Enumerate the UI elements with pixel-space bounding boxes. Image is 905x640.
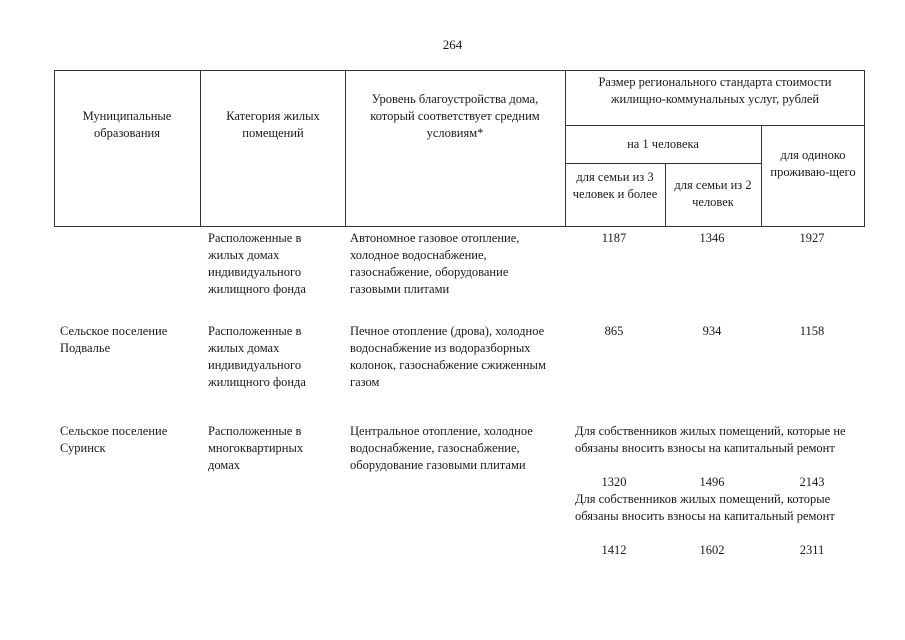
row-category: Расположенные в жилых домах индивидуального жилищного фонда — [208, 324, 306, 389]
page-number: 264 — [442, 37, 463, 52]
header-bottom-border — [54, 226, 865, 227]
row-category: Расположенные в жилых домах индивидуального жилищного фонда — [208, 231, 306, 296]
header-divider-2 — [345, 70, 346, 227]
header-divider-3 — [565, 70, 566, 227]
header-standard-title: Размер регионального стандарта стоимости жилищно-коммунальных услуг, рублей — [598, 75, 832, 106]
header-family3: для семьи из 3 человек и более — [572, 170, 658, 201]
header-divider-4 — [665, 163, 666, 227]
header-category: Категория жилых помещений — [226, 109, 320, 140]
row-family2-value: 934 — [702, 324, 722, 338]
row-group-note: Для собственников жилых помещений, которые обязаны вносить взносы на капитальный ремонт — [575, 492, 835, 523]
row-family3-value: 1187 — [601, 231, 627, 245]
row-family2-value: 1496 — [699, 475, 725, 489]
row-family3-value: 865 — [604, 324, 624, 338]
header-top-border — [54, 70, 865, 71]
header-border-right — [864, 70, 865, 227]
row-family3-value: 1320 — [601, 475, 627, 489]
header-level: Уровень благоустройства дома, который соответствует средним условиям* — [370, 92, 540, 140]
row-municipality: Сельское поселение Суринск — [60, 424, 168, 455]
header-per-person: на 1 человека — [627, 137, 699, 151]
row-single-value: 2311 — [799, 543, 825, 557]
header-inner-line-2 — [565, 163, 761, 164]
header-family2: для семьи из 2 человек — [674, 178, 752, 209]
header-divider-5 — [761, 125, 762, 227]
header-inner-line-1 — [565, 125, 865, 126]
row-category: Расположенные в многоквартирных домах — [208, 424, 304, 472]
row-single-value: 2143 — [799, 475, 825, 489]
row-group-note: Для собственников жилых помещений, которые не обязаны вносить взносы на капитальный ремонт — [575, 424, 846, 455]
row-family2-value: 1602 — [699, 543, 725, 557]
header-single: для одиноко проживаю-щего — [770, 148, 856, 179]
row-family3-value: 1412 — [601, 543, 627, 557]
header-border-left — [54, 70, 55, 227]
row-level: Печное отопление (дрова), холодное водоснабжение из водоразборных колонок, газоснабжение сжиженным газом — [350, 324, 546, 389]
header-divider-1 — [200, 70, 201, 227]
row-level: Автономное газовое отопление, холодное водоснабжение, газоснабжение, оборудование газовыми плитами — [350, 231, 520, 296]
row-single-value: 1927 — [799, 231, 825, 245]
row-single-value: 1158 — [799, 324, 825, 338]
header-municipality: Муниципальные образования — [82, 109, 172, 140]
row-municipality: Сельское поселение Подвалье — [60, 324, 168, 355]
row-level: Центральное отопление, холодное водоснабжение, газоснабжение, оборудование газовыми плитами — [350, 424, 533, 472]
row-family2-value: 1346 — [699, 231, 725, 245]
